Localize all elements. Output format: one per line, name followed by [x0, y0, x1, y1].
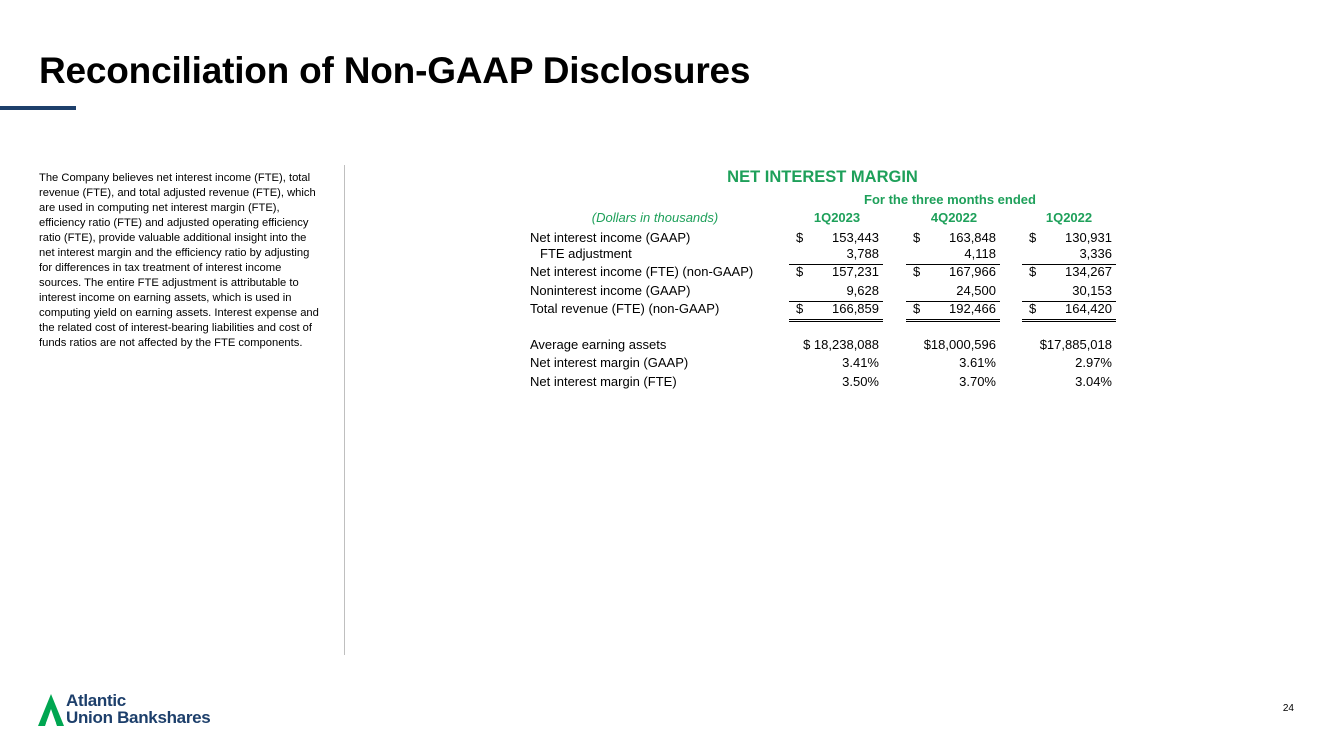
cell-value: 3.41%	[842, 355, 879, 370]
cell-value: 166,859	[832, 301, 879, 316]
cell-value: 3.61%	[959, 355, 996, 370]
cell-value: 4,118	[964, 246, 996, 261]
logo-line-1: Atlantic	[66, 691, 126, 710]
currency-symbol: $	[913, 230, 921, 245]
table-cell	[906, 283, 1000, 302]
row-label: Net interest income (GAAP)	[530, 230, 691, 245]
cell-value: 3,336	[1079, 246, 1112, 261]
table-cell	[1022, 283, 1116, 302]
page-number: 24	[1282, 703, 1294, 714]
row-label: FTE adjustment	[540, 246, 632, 261]
table-cell	[1022, 246, 1116, 265]
table-row	[530, 283, 1116, 301]
logo-mark-icon	[38, 694, 64, 726]
cell-value: 3.50%	[842, 374, 879, 389]
period-label: For the three months ended	[864, 192, 1036, 207]
table-row	[530, 301, 1116, 319]
table-cell	[1022, 264, 1116, 282]
table-row	[530, 264, 1116, 282]
logo-wordmark	[66, 692, 210, 726]
row-label: Net interest margin (GAAP)	[530, 355, 689, 370]
cell-value: 24,500	[956, 283, 996, 298]
column-header-1q2023: 1Q2023	[813, 210, 861, 225]
row-label: Net interest income (FTE) (non-GAAP)	[530, 264, 754, 279]
table-cell	[789, 264, 883, 282]
currency-symbol: $	[796, 301, 804, 316]
description-text: The Company believes net interest income (FTE), total revenue (FTE), and total adjusted revenue (FTE), which are used in computing net interest margin (FTE), efficiency ratio (FTE) and adjusted operating efficiency ratio (FTE), provide valuable additional insight into the net interest margin and the efficiency ratio by adjusting for differences in tax treatment of interest income sources. The entire FTE adjustment is attributable to interest income on earning assets, which is used in computing yield on earning assets. Interest expense and the related cost of interest-bearing liabilities and cost of funds ratios are not affected by the FTE components.	[39, 172, 319, 349]
cell-value: $18,000,596	[923, 337, 996, 352]
currency-symbol: $	[1029, 230, 1037, 245]
table-cell	[789, 246, 883, 265]
cell-value: 134,267	[1065, 264, 1112, 279]
table-cell	[789, 283, 883, 302]
table-cell	[906, 374, 1000, 392]
table-cell	[789, 355, 883, 373]
row-label: Average earning assets	[530, 337, 667, 352]
table-cell	[906, 246, 1000, 265]
currency-symbol: $	[913, 301, 921, 316]
logo-line-2: Union Bankshares	[66, 708, 211, 727]
cell-value: 153,443	[832, 230, 879, 245]
column-header-1q2022: 1Q2022	[1045, 210, 1093, 225]
cell-value: 2.97%	[1075, 355, 1112, 370]
cell-value: 167,966	[949, 264, 996, 279]
row-label: Net interest margin (FTE)	[530, 374, 677, 389]
currency-symbol: $	[796, 264, 804, 279]
cell-value: 3.04%	[1075, 374, 1112, 389]
table-cell	[1022, 337, 1116, 355]
currency-symbol: $	[1029, 301, 1037, 316]
cell-value: $17,885,018	[1039, 337, 1112, 352]
table-cell	[906, 355, 1000, 373]
table-heading: NET INTEREST MARGIN	[727, 168, 918, 186]
currency-symbol: $	[1029, 264, 1037, 279]
table-row	[530, 337, 1116, 355]
units-label: (Dollars in thousands)	[591, 210, 719, 225]
cell-value: 9,628	[846, 283, 879, 298]
page-title: Reconciliation of Non-GAAP Disclosures	[39, 50, 751, 91]
table-row	[530, 355, 1116, 373]
table-cell	[789, 374, 883, 392]
cell-value: $ 18,238,088	[803, 337, 879, 352]
cell-value: 130,931	[1065, 230, 1112, 245]
table-cell	[1022, 301, 1116, 322]
title-accent-rule	[0, 106, 76, 110]
table-cell	[906, 264, 1000, 282]
currency-symbol: $	[796, 230, 804, 245]
table-row	[530, 246, 1116, 264]
table-cell	[789, 301, 883, 322]
currency-symbol: $	[913, 264, 921, 279]
row-label: Total revenue (FTE) (non-GAAP)	[530, 301, 720, 316]
cell-value: 164,420	[1065, 301, 1112, 316]
table-cell	[1022, 355, 1116, 373]
cell-value: 3,788	[846, 246, 879, 261]
column-header-4q2022: 4Q2022	[930, 210, 978, 225]
table-row	[530, 374, 1116, 392]
vertical-divider	[344, 165, 345, 655]
cell-value: 30,153	[1072, 283, 1112, 298]
table-cell	[789, 337, 883, 355]
table-cell	[906, 301, 1000, 322]
cell-value: 3.70%	[959, 374, 996, 389]
cell-value: 157,231	[832, 264, 879, 279]
cell-value: 192,466	[949, 301, 996, 316]
table-cell	[1022, 374, 1116, 392]
table-cell	[906, 337, 1000, 355]
cell-value: 163,848	[949, 230, 996, 245]
row-label: Noninterest income (GAAP)	[530, 283, 691, 298]
